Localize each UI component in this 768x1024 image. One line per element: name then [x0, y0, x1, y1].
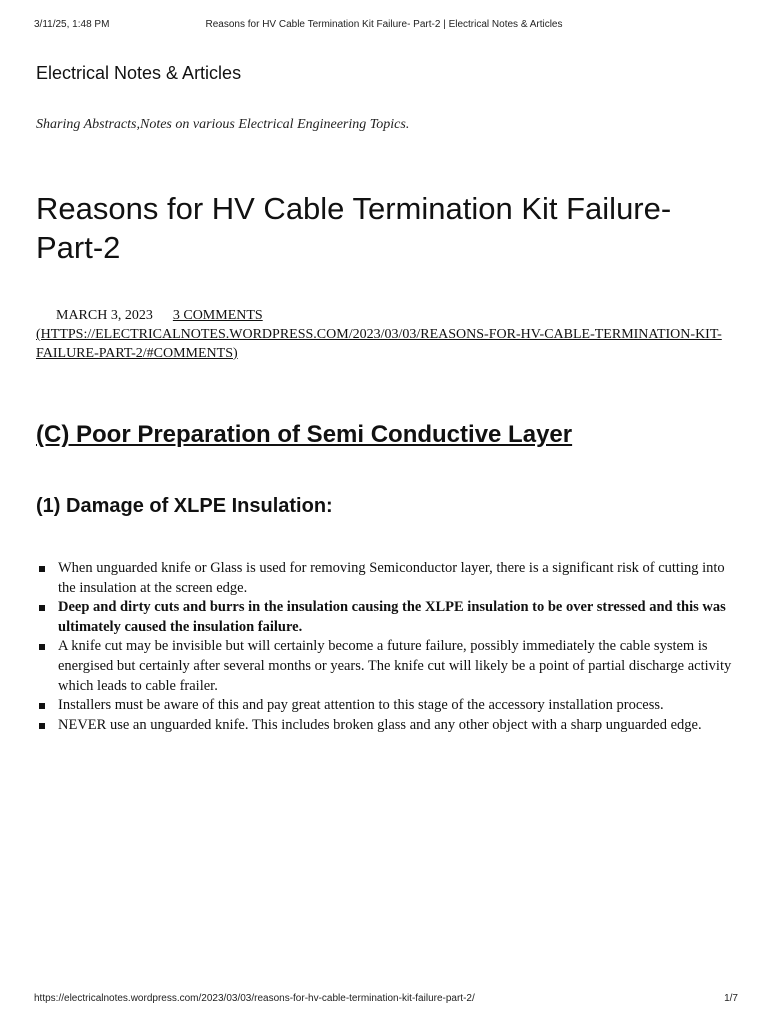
bullet-square-icon — [39, 644, 45, 650]
site-title-link[interactable]: Electrical Notes & Articles — [36, 63, 242, 83]
list-item — [38, 637, 738, 696]
site-tagline: Sharing Abstracts,Notes on various Electrical Engineering Topics. — [36, 117, 410, 132]
print-footer — [0, 993, 768, 1007]
list-item — [38, 696, 738, 716]
sub-heading: (1) Damage of XLPE Insulation: — [36, 495, 333, 517]
list-item-text: When unguarded knife or Glass is used for removing Semiconductor layer, there is a significant risk of cutting into the insulation at the screen edge. — [58, 560, 725, 596]
list-item — [38, 716, 738, 736]
bullet-list — [38, 559, 738, 735]
list-item — [38, 559, 738, 598]
section-heading: (C) Poor Preparation of Semi Conductive Layer — [36, 421, 573, 448]
print-page-url: https://electricalnotes.wordpress.com/2023/03/03/reasons-for-hv-cable-termination-kit-failure-part-2/ — [34, 993, 475, 1004]
list-item-text: NEVER use an unguarded knife. This includes broken glass and any other object with a sharp unguarded edge. — [58, 716, 702, 733]
post-meta — [36, 306, 736, 363]
print-datetime: 3/11/25, 1:48 PM — [34, 19, 110, 30]
bullet-square-icon — [39, 566, 45, 572]
post-date: MARCH 3, 2023 — [56, 308, 153, 323]
print-document-title: Reasons for HV Cable Termination Kit Failure- Part-2 | Electrical Notes & Articles — [205, 19, 563, 30]
bullet-square-icon — [39, 605, 45, 611]
list-item — [38, 598, 738, 637]
list-item-text: A knife cut may be invisible but will certainly become a future failure, possibly immediately the cable system is energised but certainly after several months or years. The knife cut will likely be a point of partial discharge activity which leads to cable frailer. — [58, 638, 732, 694]
comments-link[interactable]: 3 COMMENTS — [172, 308, 263, 323]
bullet-square-icon — [39, 703, 45, 709]
list-item-text: Installers must be aware of this and pay great attention to this stage of the accessory installation process. — [58, 697, 664, 714]
bullet-square-icon — [39, 723, 45, 729]
list-item-text: Deep and dirty cuts and burrs in the insulation causing the XLPE insulation to be over stressed and this was ultimately caused the insulation failure. — [58, 599, 726, 635]
comments-url-link[interactable]: (HTTPS://ELECTRICALNOTES.WORDPRESS.COM/2023/03/03/REASONS-FOR-HV-CABLE-TERMINATION-KIT-FAILURE-PART-2/#COMMENTS) — [36, 327, 722, 361]
print-page-number: 1/7 — [724, 993, 738, 1004]
post-title: Reasons for HV Cable Termination Kit Failure- Part-2 — [36, 191, 672, 265]
print-header — [0, 19, 768, 33]
